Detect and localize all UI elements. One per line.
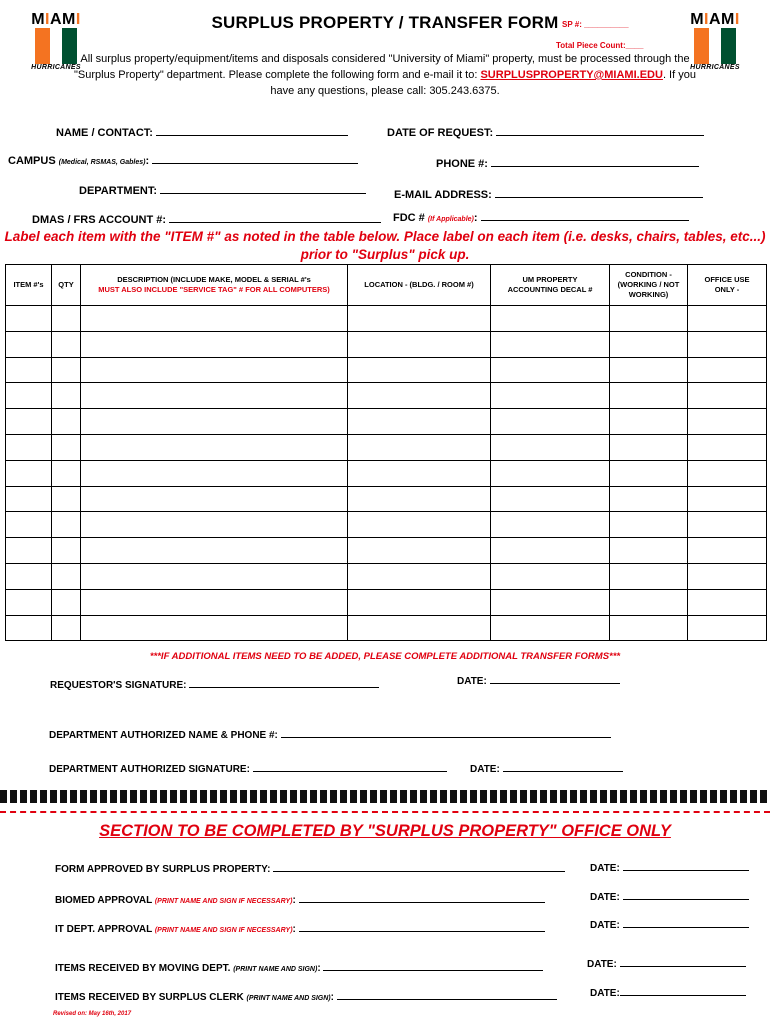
date-of-request-field[interactable] bbox=[387, 125, 704, 139]
form-approved-date-field[interactable] bbox=[590, 860, 749, 874]
location-cell[interactable] bbox=[348, 434, 491, 460]
qty-cell[interactable] bbox=[52, 563, 81, 589]
location-cell[interactable] bbox=[348, 615, 491, 641]
decal-cell[interactable] bbox=[491, 409, 610, 435]
table-row bbox=[6, 331, 767, 357]
surplus-clerk-field[interactable]: ITEMS RECEIVED BY SURPLUS CLERK (PRINT NAME AND SIGN): bbox=[55, 989, 557, 1003]
requestor-signature-label: REQUESTOR'S SIGNATURE: bbox=[50, 680, 187, 691]
dept-signature-field[interactable] bbox=[49, 761, 447, 775]
item-number-cell[interactable] bbox=[6, 615, 52, 641]
print-sign-short-note: (PRINT NAME AND SIGN) bbox=[246, 995, 331, 1002]
item-number-cell[interactable] bbox=[6, 538, 52, 564]
office-use-cell[interactable] bbox=[688, 615, 767, 641]
date-label: DATE: bbox=[587, 959, 617, 970]
location-cell[interactable] bbox=[348, 409, 491, 435]
decal-cell[interactable] bbox=[491, 486, 610, 512]
decal-cell[interactable] bbox=[491, 460, 610, 486]
decal-cell[interactable] bbox=[491, 589, 610, 615]
col-decal: UM PROPERTY ACCOUNTING DECAL # bbox=[491, 265, 610, 306]
fdc-note: (If Applicable) bbox=[427, 216, 474, 223]
it-dept-approval-field[interactable]: IT DEPT. APPROVAL (PRINT NAME AND SIGN IF NECESSARY): bbox=[55, 921, 545, 935]
intro-part-2: . If you have any questions, please call: 305.243.6375. bbox=[270, 69, 696, 97]
print-sign-short-note: (PRINT NAME AND SIGN) bbox=[233, 966, 318, 973]
date-label: DATE: bbox=[590, 892, 620, 903]
u-logo-icon bbox=[35, 28, 77, 64]
fdc-label: FDC # bbox=[393, 212, 425, 224]
red-dashed-divider bbox=[0, 811, 770, 813]
location-cell[interactable] bbox=[348, 357, 491, 383]
item-number-cell[interactable] bbox=[6, 434, 52, 460]
revised-date: Revised on: May 16th, 2017 bbox=[53, 1011, 132, 1017]
table-row bbox=[6, 538, 767, 564]
requestor-signature-field[interactable] bbox=[50, 677, 379, 691]
logo-wordmark: MIAMI bbox=[690, 11, 740, 28]
description-cell[interactable] bbox=[81, 538, 348, 564]
condition-cell[interactable] bbox=[610, 615, 688, 641]
total-piece-count-field[interactable]: Total Piece Count:____ bbox=[556, 41, 644, 50]
col-description-note: MUST ALSO INCLUDE "SERVICE TAG" # FOR ALL COMPUTERS) bbox=[98, 285, 330, 294]
requestor-date-label: DATE: bbox=[457, 676, 487, 687]
location-cell[interactable] bbox=[348, 563, 491, 589]
office-use-cell[interactable] bbox=[688, 512, 767, 538]
table-row bbox=[6, 460, 767, 486]
form-approved-label: FORM APPROVED BY SURPLUS PROPERTY: bbox=[55, 864, 271, 875]
table-row bbox=[6, 563, 767, 589]
description-cell[interactable] bbox=[81, 409, 348, 435]
condition-cell[interactable] bbox=[610, 331, 688, 357]
items-table bbox=[5, 264, 767, 641]
item-number-cell[interactable] bbox=[6, 331, 52, 357]
surplus-clerk-date-field[interactable] bbox=[590, 985, 746, 999]
name-contact-label: NAME / CONTACT: bbox=[56, 127, 153, 139]
phone-label: PHONE #: bbox=[436, 158, 488, 170]
table-row bbox=[6, 357, 767, 383]
department-label: DEPARTMENT: bbox=[79, 185, 158, 197]
form-approved-field[interactable] bbox=[55, 861, 565, 875]
dept-name-phone-field[interactable] bbox=[49, 727, 611, 741]
item-number-cell[interactable] bbox=[6, 383, 52, 409]
logo-tagline: HURRICANES bbox=[31, 64, 81, 71]
office-use-cell[interactable] bbox=[688, 589, 767, 615]
dept-name-phone-label: DEPARTMENT AUTHORIZED NAME & PHONE #: bbox=[49, 730, 278, 741]
location-cell[interactable] bbox=[348, 512, 491, 538]
qty-cell[interactable] bbox=[52, 331, 81, 357]
description-cell[interactable] bbox=[81, 589, 348, 615]
condition-cell[interactable] bbox=[610, 589, 688, 615]
condition-cell[interactable] bbox=[610, 486, 688, 512]
dept-signature-label: DEPARTMENT AUTHORIZED SIGNATURE: bbox=[49, 764, 250, 775]
email-address-field[interactable] bbox=[394, 187, 703, 201]
decal-cell[interactable] bbox=[491, 538, 610, 564]
print-sign-note: (PRINT NAME AND SIGN IF NECESSARY) bbox=[154, 898, 293, 905]
description-cell[interactable] bbox=[81, 563, 348, 589]
decal-cell[interactable] bbox=[491, 434, 610, 460]
decal-cell[interactable] bbox=[491, 306, 610, 332]
condition-cell[interactable] bbox=[610, 434, 688, 460]
col-item-number: ITEM #'s bbox=[6, 265, 52, 306]
name-contact-field[interactable] bbox=[56, 125, 348, 139]
sp-number-field[interactable]: SP #: __________ bbox=[562, 20, 629, 29]
office-use-cell[interactable] bbox=[688, 538, 767, 564]
description-cell[interactable] bbox=[81, 615, 348, 641]
col-location: LOCATION - (BLDG. / ROOM #) bbox=[348, 265, 491, 306]
col-description-label: DESCRIPTION (INCLUDE MAKE, MODEL & SERIAL #'s bbox=[117, 275, 311, 284]
department-field[interactable] bbox=[79, 183, 366, 197]
condition-cell[interactable] bbox=[610, 460, 688, 486]
qty-cell[interactable] bbox=[52, 538, 81, 564]
moving-dept-date-field[interactable] bbox=[587, 956, 746, 970]
office-use-cell[interactable] bbox=[688, 563, 767, 589]
biomed-date-field[interactable] bbox=[590, 889, 749, 903]
condition-cell[interactable] bbox=[610, 383, 688, 409]
form-title: SURPLUS PROPERTY / TRANSFER FORM bbox=[211, 13, 559, 32]
condition-cell[interactable] bbox=[610, 538, 688, 564]
location-cell[interactable] bbox=[348, 306, 491, 332]
intro-part-1: All surplus property/equipment/items and disposals considered "University of Miami" property, must be processed through the "Surplus Property" department. Please complete the following form and e-mail it to: bbox=[74, 53, 690, 81]
dept-date-field[interactable] bbox=[470, 761, 623, 775]
decal-cell[interactable] bbox=[491, 563, 610, 589]
qty-cell[interactable] bbox=[52, 589, 81, 615]
phone-field[interactable] bbox=[436, 156, 699, 170]
office-use-cell[interactable] bbox=[688, 409, 767, 435]
decal-cell[interactable] bbox=[491, 331, 610, 357]
table-row bbox=[6, 306, 767, 332]
decal-cell[interactable] bbox=[491, 383, 610, 409]
table-header-row bbox=[6, 265, 767, 306]
decal-cell[interactable] bbox=[491, 615, 610, 641]
table-row bbox=[6, 512, 767, 538]
office-use-cell[interactable] bbox=[688, 306, 767, 332]
table-row bbox=[6, 615, 767, 641]
condition-cell[interactable] bbox=[610, 357, 688, 383]
date-of-request-label: DATE OF REQUEST: bbox=[387, 127, 494, 139]
date-label: DATE: bbox=[590, 920, 620, 931]
office-use-cell[interactable] bbox=[688, 434, 767, 460]
qty-cell[interactable] bbox=[52, 383, 81, 409]
office-use-cell[interactable] bbox=[688, 383, 767, 409]
table-row bbox=[6, 434, 767, 460]
item-number-cell[interactable] bbox=[6, 486, 52, 512]
condition-cell[interactable] bbox=[610, 563, 688, 589]
qty-cell[interactable] bbox=[52, 434, 81, 460]
qty-cell[interactable] bbox=[52, 486, 81, 512]
stripe-divider bbox=[0, 790, 770, 803]
moving-dept-field[interactable]: ITEMS RECEIVED BY MOVING DEPT. (PRINT NAME AND SIGN): bbox=[55, 960, 543, 974]
print-sign-note: (PRINT NAME AND SIGN IF NECESSARY) bbox=[154, 927, 293, 934]
dmas-label: DMAS / FRS ACCOUNT #: bbox=[32, 214, 167, 226]
requestor-date-field[interactable] bbox=[457, 673, 620, 687]
logo-wordmark: MIAMI bbox=[31, 11, 81, 28]
description-cell[interactable] bbox=[81, 486, 348, 512]
moving-dept-label: ITEMS RECEIVED BY MOVING DEPT. bbox=[55, 963, 231, 974]
date-label: DATE: bbox=[590, 863, 620, 874]
col-qty: QTY bbox=[52, 265, 81, 306]
table-row bbox=[6, 486, 767, 512]
qty-cell[interactable] bbox=[52, 460, 81, 486]
logo-tagline: HURRICANES bbox=[690, 64, 740, 71]
col-description bbox=[81, 265, 348, 306]
decal-cell[interactable] bbox=[491, 512, 610, 538]
condition-cell[interactable] bbox=[610, 409, 688, 435]
biomed-label: BIOMED APPROVAL bbox=[55, 895, 153, 906]
item-number-cell[interactable] bbox=[6, 589, 52, 615]
office-use-cell[interactable] bbox=[688, 460, 767, 486]
location-cell[interactable] bbox=[348, 538, 491, 564]
label-instructions: Label each item with the "ITEM #" as noted in the table below. Place label on each item (i.e. desks, chairs, tables, etc...) prior to "Surplus" pick up. bbox=[4, 229, 766, 262]
condition-cell[interactable] bbox=[610, 512, 688, 538]
dept-date-label: DATE: bbox=[470, 764, 500, 775]
fdc-field[interactable]: FDC # (If Applicable): bbox=[393, 210, 689, 224]
description-cell[interactable] bbox=[81, 383, 348, 409]
location-cell[interactable] bbox=[348, 486, 491, 512]
qty-cell[interactable] bbox=[52, 306, 81, 332]
campus-field[interactable]: CAMPUS (Medical, RSMAS, Gables): bbox=[8, 153, 358, 167]
email-address-label: E-MAIL ADDRESS: bbox=[394, 189, 492, 201]
office-use-cell[interactable] bbox=[688, 486, 767, 512]
qty-cell[interactable] bbox=[52, 357, 81, 383]
item-number-cell[interactable] bbox=[6, 563, 52, 589]
decal-cell[interactable] bbox=[491, 357, 610, 383]
table-row bbox=[6, 589, 767, 615]
office-use-cell[interactable] bbox=[688, 331, 767, 357]
location-cell[interactable] bbox=[348, 589, 491, 615]
date-label: DATE: bbox=[590, 988, 620, 999]
description-cell[interactable] bbox=[81, 331, 348, 357]
location-cell[interactable] bbox=[348, 460, 491, 486]
description-cell[interactable] bbox=[81, 512, 348, 538]
table-row bbox=[6, 409, 767, 435]
location-cell[interactable] bbox=[348, 383, 491, 409]
item-number-cell[interactable] bbox=[6, 357, 52, 383]
qty-cell[interactable] bbox=[52, 409, 81, 435]
surplus-clerk-label: ITEMS RECEIVED BY SURPLUS CLERK bbox=[55, 992, 244, 1003]
biomed-approval-field[interactable]: BIOMED APPROVAL (PRINT NAME AND SIGN IF NECESSARY): bbox=[55, 892, 545, 906]
qty-cell[interactable] bbox=[52, 512, 81, 538]
campus-label: CAMPUS bbox=[8, 155, 56, 167]
item-number-cell[interactable] bbox=[6, 512, 52, 538]
description-cell[interactable] bbox=[81, 460, 348, 486]
campus-note: (Medical, RSMAS, Gables) bbox=[58, 159, 146, 166]
description-cell[interactable] bbox=[81, 357, 348, 383]
dmas-frs-account-field[interactable] bbox=[32, 212, 381, 226]
it-dept-date-field[interactable] bbox=[590, 917, 749, 931]
col-office-use: OFFICE USE ONLY - bbox=[688, 265, 767, 306]
item-number-cell[interactable] bbox=[6, 460, 52, 486]
it-dept-label: IT DEPT. APPROVAL bbox=[55, 924, 153, 935]
description-cell[interactable] bbox=[81, 434, 348, 460]
col-condition: CONDITION - (WORKING / NOT WORKING) bbox=[610, 265, 688, 306]
condition-cell[interactable] bbox=[610, 306, 688, 332]
item-number-cell[interactable] bbox=[6, 409, 52, 435]
surplus-email-link[interactable]: SURPLUSPROPERTY@MIAMI.EDU bbox=[480, 69, 663, 81]
office-section-title: SECTION TO BE COMPLETED BY "SURPLUS PROPERTY" OFFICE ONLY bbox=[99, 822, 671, 840]
office-use-cell[interactable] bbox=[688, 357, 767, 383]
qty-cell[interactable] bbox=[52, 615, 81, 641]
item-number-cell[interactable] bbox=[6, 306, 52, 332]
u-logo-icon bbox=[694, 28, 736, 64]
table-row bbox=[6, 383, 767, 409]
intro-text bbox=[74, 51, 696, 99]
additional-items-note: ***IF ADDITIONAL ITEMS NEED TO BE ADDED, PLEASE COMPLETE ADDITIONAL TRANSFER FORMS*** bbox=[149, 651, 621, 662]
description-cell[interactable] bbox=[81, 306, 348, 332]
location-cell[interactable] bbox=[348, 331, 491, 357]
